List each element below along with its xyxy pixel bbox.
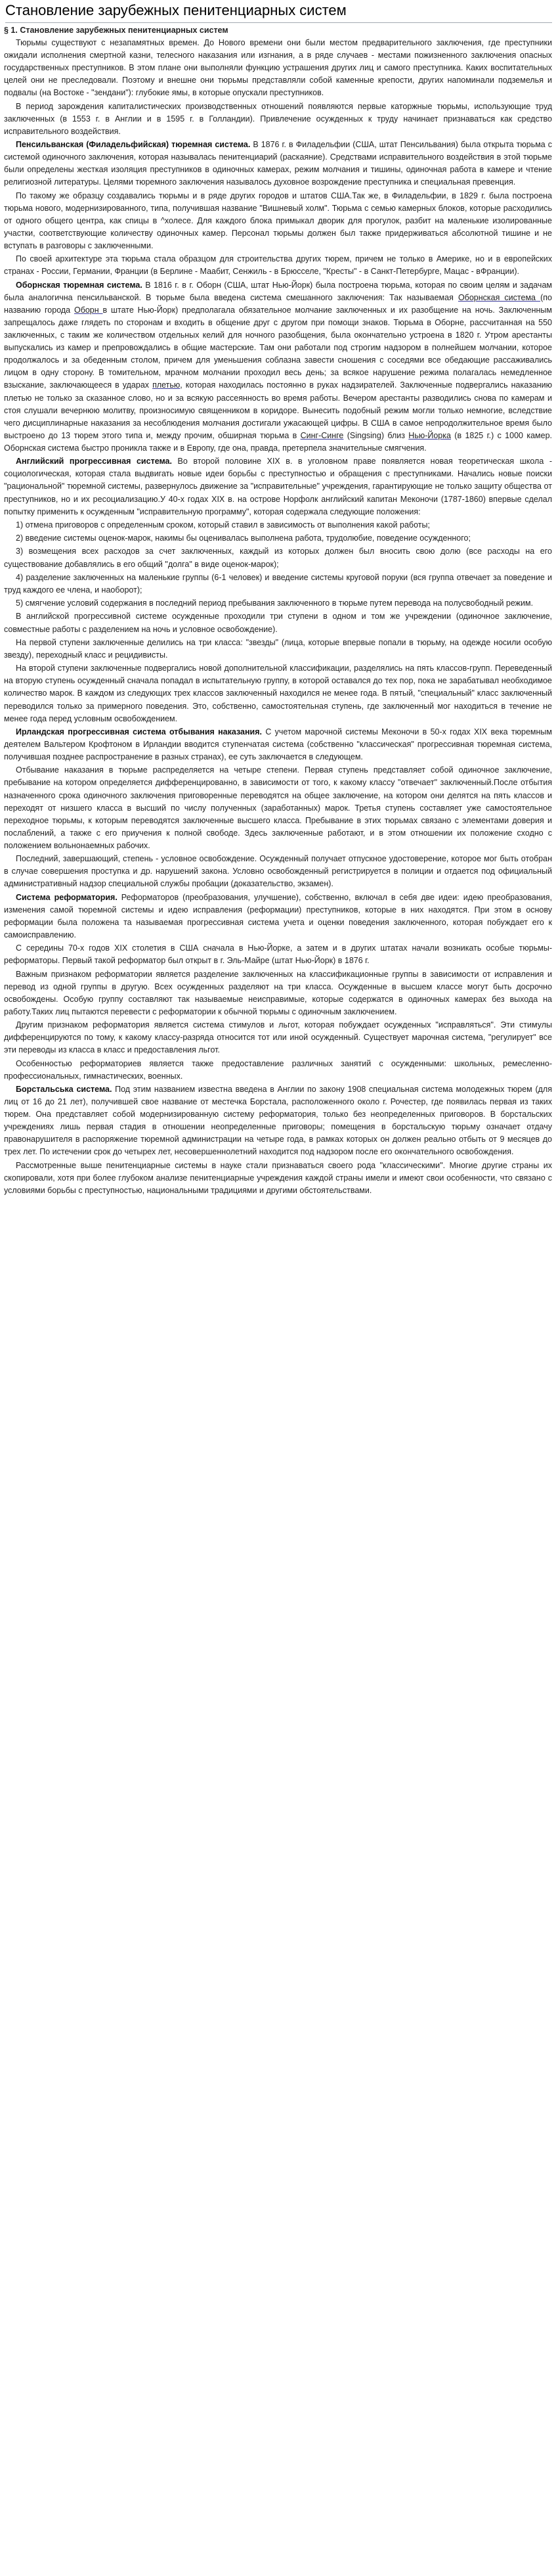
paragraph [4, 1083, 552, 1159]
paragraph [4, 968, 552, 1018]
paragraph [4, 764, 552, 852]
system-heading: Ирландская прогрессивная система отбывания наказания. [16, 727, 262, 736]
paragraph-text: Важным признаком реформатории является разделение заключенных на классификационные группы в зависимости от исправления и перевод из одной группы в другую. Всех осужденных разделяют на три класса. Осужденные в высшем классе могут быть досрочно освобождены. Особую группу составляют так называемые неисправимые, которые содержатся в одиночных камерах без выхода на работу.Таких лиц пытаются перевести с реформатории к обычной тюрьмы с одиночным заключением. [4, 969, 552, 1016]
list-item [4, 532, 552, 545]
paragraph [4, 892, 552, 941]
paragraph-text: Отбывание наказания в тюрьме распределяется на четыре степени. Первая ступень представляет собой одиночное заключение, пребывание на котором определяется дифференцированно, в зависимости от того, к какому классу "отвечает" заключенный.После отбытия назначенного срока одиночного заключения приговоренные переводятся на общее заключение, на котором они делятся на пять классов и переходят от низшего класса в высший по числу полученных (заработанных) марок. Третья ступень составляет уже самостоятельное переходное тюрьмы, к которым переводятся заключенные высшего класса. Пребывание в этих тюрьмах связано с элементами доверия и послаблений, а также с его приучения к полной свободе. Здесь заключенные работают, и в этом отношении их положение сходно с положением вольнонаемных рабочих. [4, 765, 552, 850]
paragraph [4, 1019, 552, 1056]
inline-link[interactable]: Оборн [74, 305, 103, 315]
paragraph-text: На второй ступени заключенные подвергались новой дополнительной классификации, разделялись на пять классов-групп. Переведенный на вторую ступень осужденный сначала попадал в испытательную группу, в которой оставался до тех пор, пока не зарабатывал необходимое количество марок. В каждом из следующих трех классов заключенный находился не менее года. В пятый, "специальный" класс заключенный переводился только за примерного поведения. Это, собственно, самостоятельная ступень, где заключенный мог находиться в течение не менее года перед условным освобождением. [4, 664, 552, 723]
list-item [4, 597, 552, 610]
paragraph-text: 3) возмещения всех расходов за счет заключенных, каждый из которых должен был вносить свою долю (все расходы на его существование добавлялись в его общий "долга" в виде оценок-марок); [4, 547, 552, 569]
paragraph-text: По такому же образцу создавались тюрьмы и в ряде других городов и штатов США.Так же, в Филадельфии, в 1829 г. была построена тюрьма нового, модернизированного, типа, получившая название "Вишневый холм". Тюрьма с семью камерных блоков, которые расходились от одного общего центра, как спицы в ^холесе. Для каждого блока примыкал дворик для прогулок, разбит на маленькие изолированные участки, соответствующие количеству одиночных камер. Персонал тюрьмы должен был также придерживаться абсолютной тишине и не вступать в разговоры с заключенными. [4, 191, 552, 251]
paragraph [4, 610, 552, 635]
paragraph-text: По своей архитектуре эта тюрьма стала образцом для строительства других тюрем, причем не только в Америке, но и в европейских странах - России, Германии, Франции (в Берлине - Маабит, Сенжиль - в Брюсселе, "Кресты" - в Санкт-Петербурге, Мацас - вФранции). [4, 254, 552, 277]
paragraph-text: В 1876 г. в Филадельфии (США, штат Пенсильвания) была открыта тюрьма с системой одиночного заключения, которая называлась пенитенциарий (раскаяние). Средствами исправительного воздействия в этой тюрьме были определены жесткая изоляция преступников в одиночных камерах, режим молчания и тишины, одиночная работа в камере и чтение религиозной литературы. Целями тюремного заключения называлось духовное возрождение преступника и специальная превенция. [4, 140, 553, 187]
paragraph-text: В период зарождения капиталистических производственных отношений появляются первые каторжные тюрьмы, использующие труд заключенных (в 1553 г. в Англии и в 1595 г. в Голландии). Привлечение осужденных к труду начинает признаваться как средство исправительного воздействия. [4, 101, 552, 136]
paragraph [4, 279, 552, 455]
system-heading: Оборнская тюремная система. [16, 280, 142, 290]
system-heading: Пенсильванская (Филадельфийская) тюремная система. [16, 140, 251, 150]
paragraph-text: Под этим названием известна введена в Англии по закону 1908 специальная система молодежных тюрем (для лиц от 16 до 21 лет), получившей свое название от местечка Борстала, расположенного около г. Рочестер, где появилась первая из таких тюрем. Она представляет собой модернизированную систему реформатория, только без неопределенных приговоров. В борстальских учреждениях лишь первая стадия в отношении неопределенные приговоры; помещения в борстальскую тюрьму означает отдачу правонарушителя в распоряжение тюремной администрации на четыре года, в рамках которых он должен реально отбыть от 9 месяцев до трех лет. По истечении срок до четырех лет, несовершеннолетний находится под надзором после его окончательного освобождения. [4, 1085, 552, 1157]
paragraph [4, 662, 552, 725]
list-item [4, 545, 552, 570]
paragraph-text: Во второй половине XIX в. в уголовном праве появляется новая теоретическая школа - социологическая, которая стала выдвигать новые идеи борьбы с преступностью и обращения с преступниками. Начались новые поиски "рациональной" тюремной системы, развернулось движение за "исправительные" учреждения, гарантирующие не только защиту общества от преступников, но и их ресоциализацию.У 40-х годах XIX в. на острове Норфолк английский капитан Меконочи (1787-1860) впервые сделал попытку применить к осужденным "исправительную программу", которая содержала следующие положения: [4, 457, 553, 516]
paragraph [4, 1058, 552, 1083]
paragraph [4, 101, 552, 138]
system-heading: Борстальська система. [16, 1085, 112, 1094]
paragraph [4, 253, 552, 278]
document-body [4, 37, 552, 1197]
inline-link[interactable]: Нью-Йорка [408, 430, 451, 440]
paragraph-text: (в 1825 г.) с 1000 камер. Оборнская система быстро проникла также и в Европу, где она, правда, претерпела значительные смягчения. [4, 430, 552, 453]
paragraph [4, 853, 552, 890]
document-page [0, 0, 556, 1211]
paragraph-text: Рассмотренные выше пенитенциарные системы в науке стали признаваться своего рода "классическими". Многие другие страны их скопировали, хотя при более глубоком анализе пенитенциарные учреждения каждой страны имели и имеют свои особенности, что связано с условиями борьбы с преступностью, национальными традициями и другими обстоятельствами. [4, 1160, 552, 1195]
paragraph-text: (Singsing) близ [343, 430, 409, 440]
paragraph-text: Другим признаком реформатория является система стимулов и льгот, которая побуждает осужденных "исправляться". Эти стимулы дифференцируются по тому, к какому классу-разряда относится тот или иной осужденный. Существует марочная система, "регулирует" все эти переводы из класса в класс и предоставления льгот. [4, 1020, 552, 1055]
inline-link[interactable]: Оборнская система [458, 292, 541, 302]
paragraph [4, 942, 552, 967]
paragraph [4, 190, 552, 252]
list-item [4, 572, 552, 597]
paragraph [4, 455, 552, 518]
system-heading: Система реформатория. [16, 892, 118, 902]
list-item [4, 519, 552, 531]
system-heading: Английский прогрессивная система. [16, 457, 172, 466]
section-title: § 1. Становление зарубежных пенитенциарных систем [4, 26, 228, 35]
paragraph-text: С середины 70-х годов XIX столетия в США сначала в Нью-Йорке, а затем и в других штатах начали возникать особые тюрьмы-реформаторы. Первый такой реформатор был открыт в г. Эль-Майре (штат Нью-Йорк) в 1876 г. [4, 943, 552, 966]
paragraph-text: (по названию города [4, 292, 552, 315]
paragraph-text: 4) разделение заключенных на маленькие группы (6-1 человек) и введение системы круговой поруки (вся группа отвечает за поведение и труд каждого ее члена, и наоборот); [4, 572, 552, 595]
inline-link[interactable]: Синг-Синге [300, 430, 344, 440]
paragraph-text: Особенностью реформаториев является также предоставление различных занятий с осужденными: школьных, ремесленно-профессиональных, гимнастических, военных. [4, 1058, 552, 1081]
paragraph [4, 1160, 552, 1197]
paragraph-text: Последний, завершающий, степень - условное освобождение. Осужденный получает отпускное удостоверение, которое мог быть отобран в случае совершения проступка и др. нарушений закона. Условно освобожденный регистрируется в полиции и отдается под официальный административный надзор специальной службы пробации (доказательство, экзамен). [4, 854, 552, 889]
paragraph-text: В английской прогрессивной системе осужденные проходили три ступени в одном и том же учреждении (одиночное заключение, совместные работы с разделением на ночь и условное освобождение). [4, 612, 552, 634]
paragraph-text: На первой ступени заключенные делились на три класса: "звезды" (лица, которые впервые попали в тюрьму, на одежде носили особую звезду), переходный класс и рецидивисты. [4, 637, 552, 660]
paragraph [4, 637, 552, 662]
paragraph [4, 139, 552, 189]
paragraph-text: в штате Нью-Йорк) предполагала обязательное молчание заключенных и их разобщение на ночь. Заключенным запрещалось даже глядеть по сторонам и входить в общение друг с другом при помощи знаков. Тюрьма в Оборне, рассчитанная на 550 заключенных, с таким же количеством отдельных келий для ночного разобщения, была окончательно устроена в 1820 г. Утром арестанты выпускались из камер и препровождались в общие мастерские. Там они работали под строгим надзором в полнейшем молчании, которое продолжалось и за обеденным столом, причем для уменьшения соблазна завести сношения с соседями все обедающие рассаживались лицом в одну сторону. В томительном, мрачном молчании проходил весь день; за всякое нарушение режима полагалась немедленное взыскание, заключающееся в ударах [4, 305, 553, 390]
paragraph-text: 2) введение системы оценок-марок, накимы бы оценивалась выполнена работа, трудолюбие, поведение осужденного; [16, 533, 471, 543]
paragraph-text: , которая находилась постоянно в руках надзирателей. Заключенные подвергались наказанию плетью не только за сказанное слово, но и за всякую рассеянность во время работы. Вечером арестанты разводились снова по камерам и стоя слушали вечернюю молитву, произносимую священником в коридоре. Вынесить подобный режим могли только немногие, вследствие чего дисциплинарные наказания за несоблюдения молчания достигали ужасающей цифры. В США в самое непродолжительное время было выстроено до 13 тюрем этого типа и, между прочим, обширная тюрьма в [4, 380, 552, 440]
paragraph-text: С учетом марочной системы Меконочи в 50-х годах XIX века тюремным деятелем Вальтером Крофтоном в Ирландии вводится ступенчатая система (собственно "классическая" прогрессивная тюремная система, получившая позднее распространение в разных странах), ее суть заключается в следующем. [4, 727, 552, 762]
paragraph-text: 1) отмена приговоров с определенным сроком, который ставил в зависимость от выполнения какой работы; [16, 520, 430, 530]
paragraph-text: Реформаторов (преобразования, улучшение), собственно, включал в себя две идеи: идею преобразования, изменения самой тюремной системы и идею исправления (реформации) преступников, которые в них находятся. При этом в основу реформации была положена та называемая прогрессивная система учета и оценки поведения заключенного, которая побуждает его к самоисправлению. [4, 892, 552, 939]
paragraph-text: В 1816 г. в г. Оборн (США, штат Нью-Йорк) была построена тюрьма, которая по своим целям и задачам была аналогична пенсильванской. В тюрьме была введена система смешанного заключения: Так называемая [4, 280, 552, 302]
paragraph [4, 726, 552, 763]
paragraph-text: 5) смягчение условий содержания в последний период пребывания заключенного в тюрьме путем перевода на полусвободный режим. [16, 599, 534, 608]
page-title: Становление зарубежных пенитенциарных систем [5, 1, 552, 23]
inline-link[interactable]: плетью [152, 380, 181, 390]
paragraph-text: Тюрьмы существуют с незапамятных времен. До Нового времени они были местом предварительного заключения, где преступники ожидали исполнения смертной казни, телесного наказания или изгнания, а в ряде случаев - местами пожизненного заключения опасных государственных преступников. В этом плане они выполняли функцию устрашения других лиц и самого преступника. Каких воспитательных целей они не преследовали. Поэтому и внешне они тюрьмы представляли собой каменные крепости, других напоминали подземелья и подвалы (на Востоке - "зендани"): глубокие ямы, в которые опускали преступников. [4, 38, 552, 98]
paragraph [4, 37, 552, 99]
